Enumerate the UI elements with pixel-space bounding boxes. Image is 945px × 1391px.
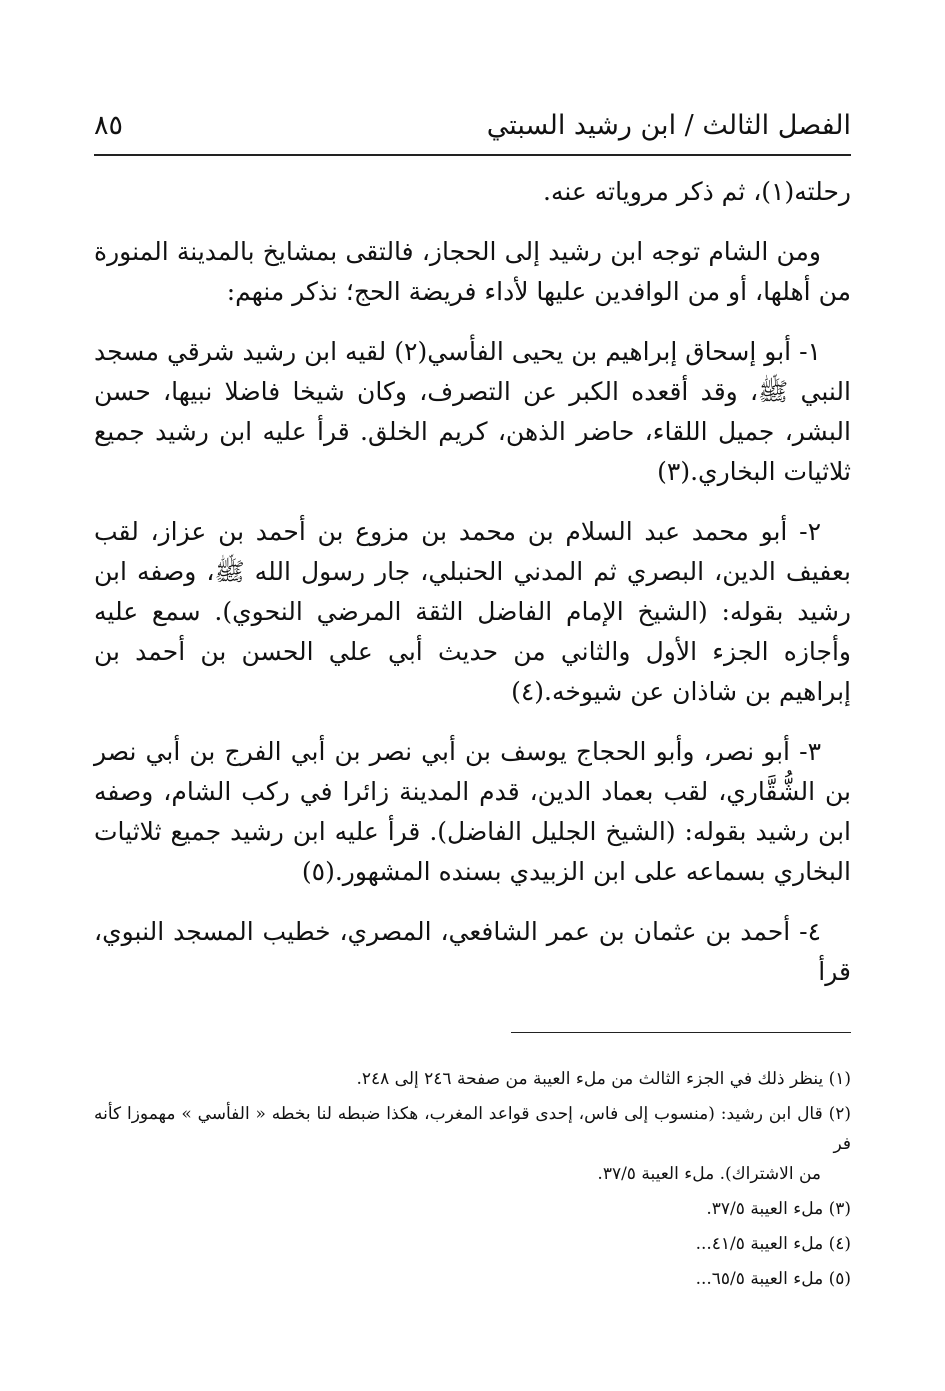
footnote <box>94 1229 851 1259</box>
paragraph: ٣- أبو نصر، وأبو الحجاج يوسف بن أبي نصر بن أبي الفرج بن أبي نصر بن الشُّقَّاري، لقب بعماد الدين، قدم المدينة زائرا في ركب الشام، وصفه ابن رشيد بقوله: (الشيخ الجليل الفاضل). قرأ عليه ابن رشيد جميع ثلاثيات البخاري بسماعه على ابن الزبيدي بسنده المشهور.(٥) <box>94 737 851 886</box>
footnote-text: (٣) ملء العيبة ٣٧/٥. <box>706 1199 851 1219</box>
paragraph: ٢- أبو محمد عبد السلام بن محمد بن مزوع بن أحمد بن عزاز، لقب بعفيف الدين، البصري ثم المدني الحنبلي، جار رسول الله ﷺ، وصفه ابن رشيد بقوله: (الشيخ الإمام الفاضل الثقة المرضي النحوي). سمع عليه وأجازه الجزء الأول والثاني من حديث أبي علي الحسن بن أحمد بن إبراهيم بن شاذان عن شيوخه.(٤) <box>94 517 851 706</box>
paragraph: رحلته(١)، ثم ذكر مروياته عنه. <box>543 177 851 206</box>
footnote-text: (٤) ملء العيبة ٤١/٥... <box>695 1234 851 1254</box>
paragraph: ٤- أحمد بن عثمان بن عمر الشافعي، المصري، خطيب المسجد النبوي، قرأ <box>94 917 851 986</box>
footnote-text: (٥) ملء العيبة ٦٥/٥... <box>695 1269 851 1289</box>
paragraph: ومن الشام توجه ابن رشيد إلى الحجاز، فالتقى بمشايخ بالمدينة المنورة من أهلها، أو من الوافدين عليها لأداء فريضة الحج؛ نذكر منهم: <box>94 237 851 306</box>
footnote <box>94 1064 851 1094</box>
footnotes <box>94 1064 851 1299</box>
footnote <box>94 1194 851 1224</box>
footnote <box>94 1264 851 1294</box>
header-divider <box>94 154 851 156</box>
page-number: ٨٥ <box>94 109 124 141</box>
body-text <box>94 172 851 1012</box>
chapter-title: الفصل الثالث / ابن رشيد السبتي <box>486 109 851 141</box>
page-header <box>94 100 851 150</box>
footnote-continuation: من الاشتراك). ملء العيبة ٣٧/٥. <box>597 1164 821 1184</box>
footnote-divider <box>511 1032 851 1033</box>
footnote-text: (٢) قال ابن رشيد: (منسوب إلى فاس، إحدى قواعد المغرب، هكذا ضبطه لنا بخطه « الفأسي » مهموزا كأنه فر <box>94 1104 851 1154</box>
paragraph: ١- أبو إسحاق إبراهيم بن يحيى الفأسي(٢) لقيه ابن رشيد شرقي مسجد النبي ﷺ، وقد أقعده الكبر عن التصرف، وكان شيخا فاضلا نبيها، حسن البشر، جميل اللقاء، حاضر الذهن، كريم الخلق. قرأ عليه ابن رشيد جميع ثلاثيات البخاري.(٣) <box>94 337 851 486</box>
footnote-text: (١) ينظر ذلك في الجزء الثالث من ملء العيبة من صفحة ٢٤٦ إلى ٢٤٨. <box>356 1069 851 1089</box>
footnote <box>94 1099 851 1189</box>
